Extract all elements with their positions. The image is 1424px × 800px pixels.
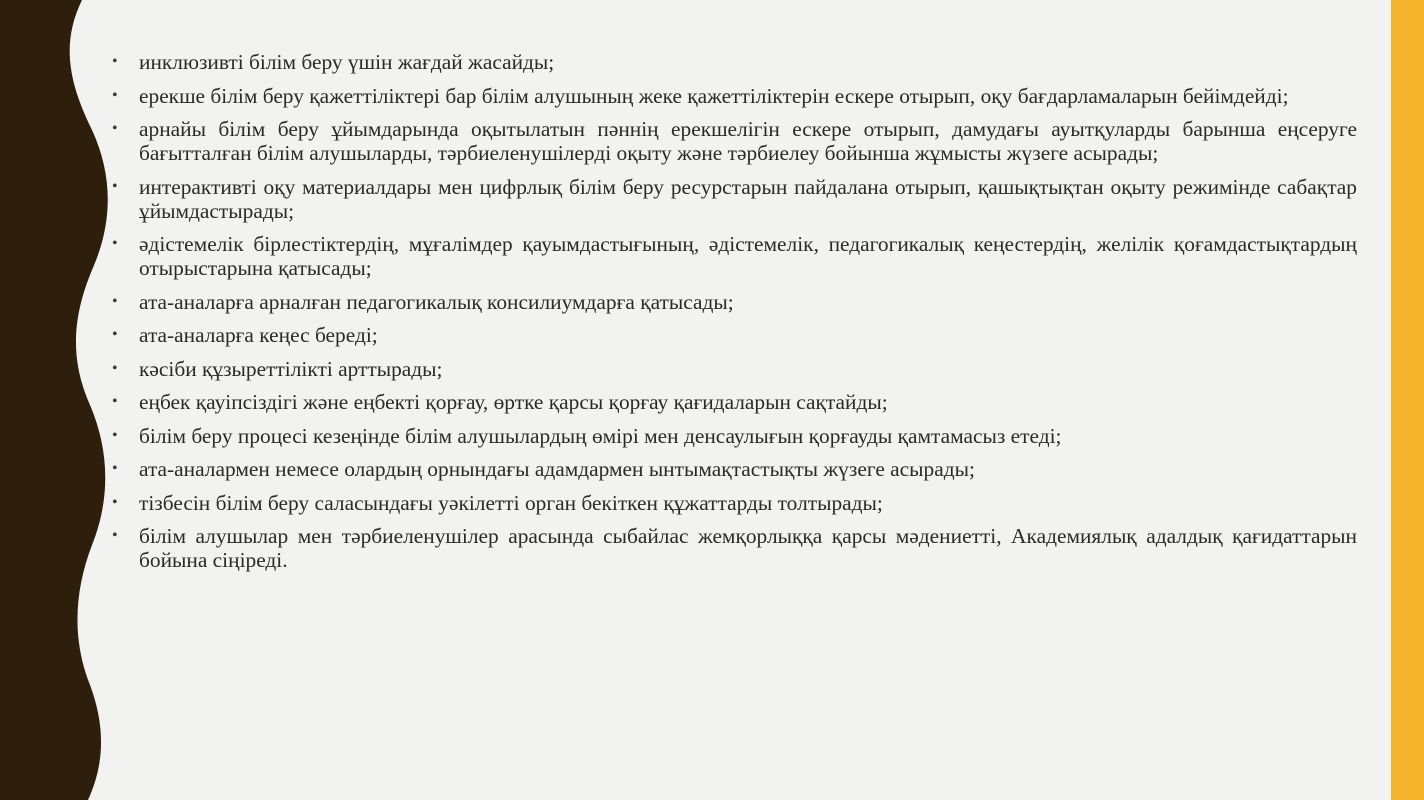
- list-item: [112, 357, 1357, 381]
- list-item-text: кәсіби құзыреттілікті арттырады;: [139, 356, 443, 381]
- slide-content: [112, 50, 1357, 582]
- list-item-text: инклюзивті білім беру үшін жағдай жасайды;: [139, 50, 555, 74]
- bullet-point-icon: •: [112, 393, 118, 410]
- bullet-point-icon: •: [112, 177, 118, 195]
- bullet-point-icon: •: [112, 493, 118, 511]
- list-item: [112, 290, 1357, 314]
- bullet-point-icon: •: [112, 235, 118, 252]
- list-item: [112, 232, 1357, 280]
- list-item: [112, 390, 1357, 414]
- bullet-point-icon: •: [112, 120, 118, 137]
- list-item-text: әдістемелік бірлестіктердің, мұғалімдер қауымдастығының, әдістемелік, педагогикалық кеңестердің, желілік қоғамдастықтардың отырыстарына қатысады;: [139, 232, 1357, 280]
- list-item: [112, 323, 1357, 347]
- list-item: [112, 524, 1357, 572]
- bullet-point-icon: •: [112, 292, 118, 310]
- bullet-point-icon: •: [112, 53, 118, 70]
- list-item-text: ата-аналарға кеңес береді;: [139, 323, 378, 347]
- list-item: [112, 491, 1357, 515]
- list-item: [112, 457, 1357, 481]
- bullet-point-icon: •: [112, 326, 118, 343]
- right-accent-bar: [1391, 0, 1424, 800]
- list-item-text: ата-аналарға арналған педагогикалық консилиумдарға қатысады;: [139, 289, 734, 314]
- list-item-text: ерекше білім беру қажеттіліктері бар білім алушының жеке қажеттіліктерін ескере отырып, оқу бағдарламаларын бейімдейді;: [139, 83, 1289, 108]
- bullet-point-icon: •: [112, 359, 118, 377]
- list-item: [112, 424, 1357, 448]
- bullet-point-icon: •: [112, 426, 118, 444]
- bullet-point-icon: •: [112, 86, 118, 104]
- list-item: [112, 84, 1357, 108]
- list-item-text: интерактивті оқу материалдары мен цифрлық білім беру ресурстарын пайдалана отырып, қашықтықтан оқыту режимінде сабақтар ұйымдастырады;: [139, 174, 1357, 223]
- list-item: [112, 117, 1357, 165]
- bullet-list: [112, 50, 1357, 572]
- list-item-text: тізбесін білім беру саласындағы уәкілетті орган бекіткен құжаттарды толтырады;: [139, 490, 883, 515]
- list-item-text: еңбек қауіпсіздігі және еңбекті қорғау, өртке қарсы қорғау қағидаларын сақтайды;: [139, 390, 888, 414]
- left-wave-shape: [0, 0, 108, 800]
- list-item-text: арнайы білім беру ұйымдарында оқытылатын пәннің ерекшелігін ескере отырып, дамудағы ауытқуларды барынша еңсеруге бағытталған білім алушыларды, тәрбиеленушілерді оқыту және тәрбиелеу бойынша жұмысты жүзеге асырады;: [139, 117, 1357, 165]
- bullet-point-icon: •: [112, 527, 118, 544]
- bullet-point-icon: •: [112, 460, 118, 477]
- list-item: [112, 50, 1357, 74]
- left-wave-band: [0, 0, 130, 800]
- list-item-text: білім алушылар мен тәрбиеленушілер арасында сыбайлас жемқорлыққа қарсы мәдениетті, Академиялық адалдық қағидаттарын бойына сіңіреді.: [139, 524, 1357, 572]
- list-item-text: білім беру процесі кезеңінде білім алушылардың өмірі мен денсаулығын қорғауды қамтамасыз етеді;: [139, 423, 1062, 448]
- list-item-text: ата-аналармен немесе олардың орнындағы адамдармен ынтымақтастықты жүзеге асырады;: [139, 457, 975, 481]
- list-item: [112, 175, 1357, 223]
